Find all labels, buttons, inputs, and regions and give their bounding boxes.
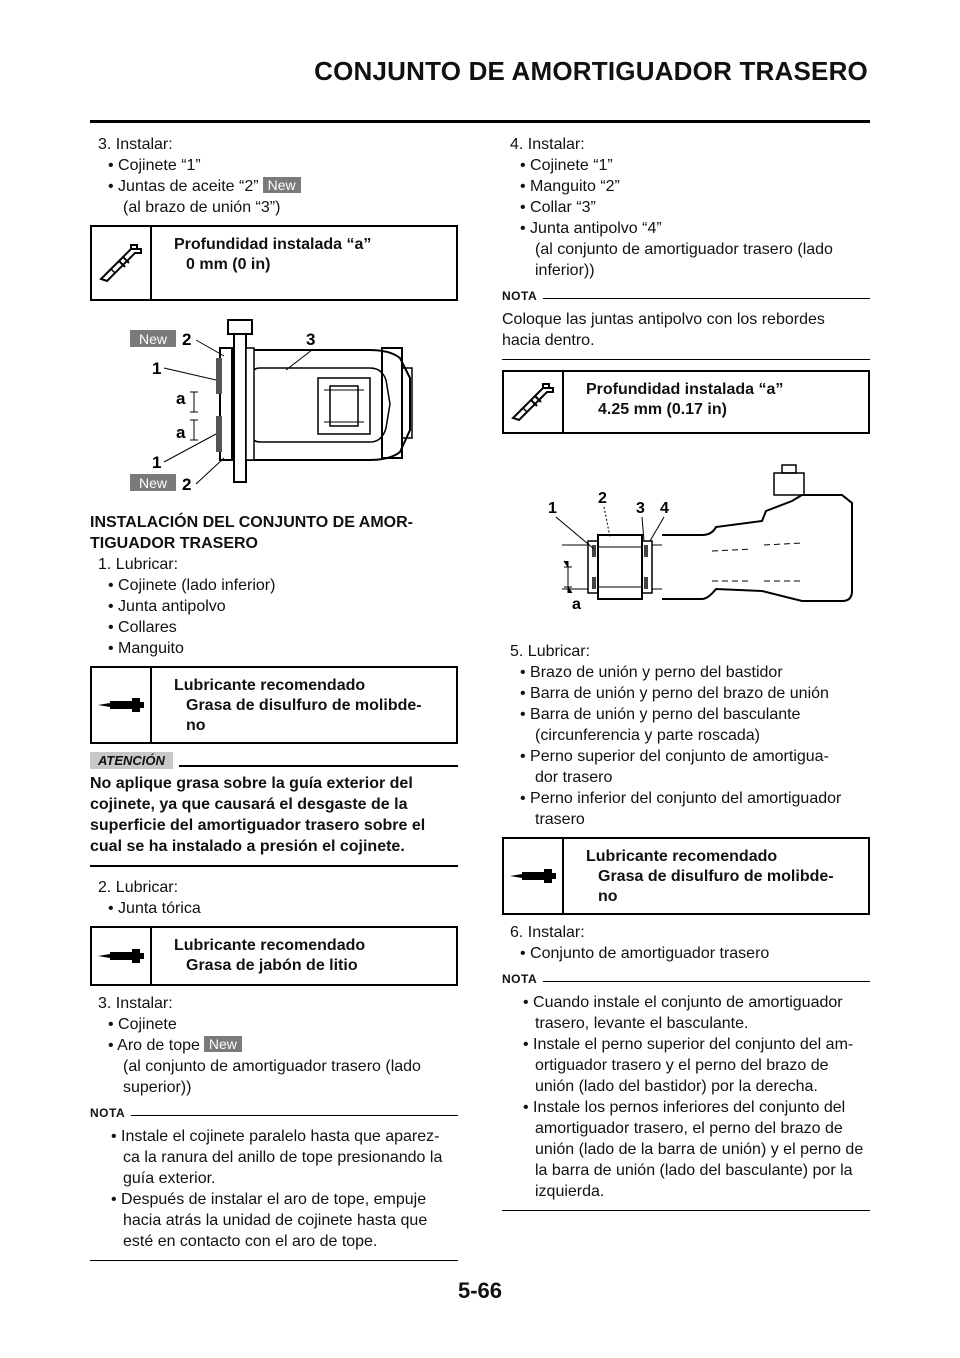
note-2-line-3: • Instale el perno superior del conjunto del am- <box>523 1036 854 1053</box>
note-line-5: hacia atrás la unidad de cojinete hasta que <box>123 1212 428 1229</box>
spec-box-1 <box>90 225 458 301</box>
note-header <box>502 289 870 303</box>
note-line-1: • Instale el cojinete paralelo hasta que aparez- <box>111 1128 440 1145</box>
note-label: NOTA <box>90 1106 126 1120</box>
note-1-line-1: Coloque las juntas antipolvo con los rebordes <box>502 311 825 328</box>
step-2-item-1: • Junta tórica <box>108 900 201 917</box>
attention-label: ATENCIÓN <box>90 752 173 769</box>
caliper-icon <box>504 372 564 432</box>
attention-line-1: No aplique grasa sobre la guía exterior del <box>90 775 413 792</box>
step-4-sub-l1: (al conjunto de amortiguador trasero (lado <box>535 241 833 258</box>
lube-3-label: Lubricante recomendado <box>586 848 778 865</box>
callout-1-top: 1 <box>152 359 162 378</box>
lube-1-value-l2: no <box>186 717 206 734</box>
note-label: NOTA <box>502 972 538 986</box>
lube-2-value: Grasa de jabón de litio <box>186 957 358 974</box>
callout-3: 3 <box>306 330 316 349</box>
note-1-line-2: hacia dentro. <box>502 332 595 349</box>
step-5-item-5-cont: trasero <box>535 811 585 828</box>
callout-a-top: a <box>176 389 186 408</box>
step-4-title: 4. Instalar: <box>510 136 585 153</box>
attention-header <box>90 752 458 769</box>
attention-line-2: cojinete, ya que causará el desgaste de la <box>90 796 408 813</box>
lube-box-2 <box>90 926 458 986</box>
note-2-line-8: unión (lado de la barra de unión) y el perno de <box>535 1141 864 1158</box>
note-line-4: • Después de instalar el aro de tope, empuje <box>111 1191 427 1208</box>
new-badge: New <box>263 177 301 193</box>
spec-2-value: 4.25 mm (0.17 in) <box>598 401 727 418</box>
step-3b-item-2: • Aro de tope New <box>90 1035 458 1056</box>
note-2-line-10: izquierda. <box>535 1183 605 1200</box>
grease-gun-icon <box>504 839 564 913</box>
step-3a-item-2: • Juntas de aceite “2” New <box>90 176 458 197</box>
step-6-item-1: • Conjunto de amortiguador trasero <box>520 945 770 962</box>
callout-1: 1 <box>548 500 557 517</box>
note-2-line-1: • Cuando instale el conjunto de amortiguador <box>523 994 843 1011</box>
lube-1-label: Lubricante recomendado <box>174 677 366 694</box>
step-4-item-3: • Collar “3” <box>520 199 596 216</box>
note-header <box>90 1106 458 1120</box>
lube-3-value-l1: Grasa de disulfuro de molibde- <box>598 868 834 885</box>
step-5-item-2: • Barra de unión y perno del brazo de unión <box>520 685 829 702</box>
note-1-end-rule <box>502 359 870 360</box>
lube-box-1 <box>90 666 458 744</box>
callout-1-bottom: 1 <box>152 453 162 472</box>
grease-gun-icon <box>92 928 152 984</box>
step-3b-title: 3. Instalar: <box>98 995 173 1012</box>
step-3b-item-1: • Cojinete <box>108 1016 177 1033</box>
step-4-sub-l2: inferior)) <box>535 262 595 279</box>
step-3b-sub-l1: (al conjunto de amortiguador trasero (lado <box>123 1058 421 1075</box>
attention-end-rule <box>90 865 458 867</box>
step-2-title: 2. Lubricar: <box>98 879 179 896</box>
callout-2: 2 <box>598 490 607 507</box>
note-line-6: esté en contacto con el aro de tope. <box>123 1233 378 1250</box>
step-3a-title: 3. Instalar: <box>98 136 173 153</box>
attention-line-4: cual se ha instalado a presión el cojinete. <box>90 838 405 855</box>
caliper-icon <box>92 227 152 299</box>
note-2-line-6: • Instale los pernos inferiores del conjunto del <box>523 1099 846 1116</box>
figure-shock-lower-bearing <box>502 441 870 641</box>
step-3a-sub: (al brazo de unión “3”) <box>123 199 281 216</box>
spec-1-value: 0 mm (0 in) <box>186 256 271 273</box>
step-4-item-4: • Junta antipolvo “4” <box>520 220 662 237</box>
step-4-item-2: • Manguito “2” <box>520 178 620 195</box>
step-5-item-3: • Barra de unión y perno del basculante <box>520 706 801 723</box>
new-badge: New <box>204 1036 242 1052</box>
spec-1-label: Profundidad instalada “a” <box>174 236 372 253</box>
step-1-item-2: • Junta antipolvo <box>108 598 226 615</box>
callout-3: 3 <box>636 500 645 517</box>
callout-a-bottom: a <box>176 423 186 442</box>
new-label-top: New <box>138 331 168 347</box>
step-5-item-1: • Brazo de unión y perno del bastidor <box>520 664 783 681</box>
note-label: NOTA <box>502 289 538 303</box>
step-5-title: 5. Lubricar: <box>510 643 591 660</box>
page-number: 5-66 <box>457 1278 503 1303</box>
note-end-rule <box>90 1260 458 1261</box>
callout-4: 4 <box>660 500 669 517</box>
step-1-title: 1. Lubricar: <box>98 556 179 573</box>
callout-2-top: 2 <box>182 330 192 349</box>
lube-3-value-l2: no <box>598 888 618 905</box>
spec-2-label: Profundidad instalada “a” <box>586 381 784 398</box>
title-rule <box>90 120 870 123</box>
right-column <box>502 134 870 1221</box>
step-6-title: 6. Instalar: <box>510 924 585 941</box>
note-2-line-5: unión (lado del bastidor) por la derecha. <box>535 1078 818 1095</box>
step-3a-item-1: • Cojinete “1” <box>108 157 201 174</box>
section-heading-l1: INSTALACIÓN DEL CONJUNTO DE AMOR- <box>90 514 413 531</box>
lube-1-value-l1: Grasa de disulfuro de molibde- <box>186 697 422 714</box>
note-line-2: ca la ranura del anillo de tope presionando la <box>123 1149 443 1166</box>
lube-box-3 <box>502 837 870 915</box>
grease-gun-icon <box>92 668 152 742</box>
note-2-line-7: amortiguador trasero, el perno del brazo de <box>535 1120 843 1137</box>
figure-bearing-oil-seals <box>90 308 458 508</box>
callout-2-bottom: 2 <box>182 475 192 494</box>
step-1-item-3: • Collares <box>108 619 177 636</box>
page-title: CONJUNTO DE AMORTIGUADOR TRASERO <box>314 56 868 86</box>
note-header <box>502 972 870 986</box>
note-2-line-2: trasero, levante el basculante. <box>535 1015 749 1032</box>
note-2-line-4: ortiguador trasero y el perno del brazo de <box>535 1057 829 1074</box>
spec-box-2 <box>502 370 870 434</box>
step-5-item-4: • Perno superior del conjunto de amortigua- <box>520 748 829 765</box>
callout-a: a <box>572 596 581 613</box>
step-1-item-4: • Manguito <box>108 640 184 657</box>
left-column <box>90 134 458 1271</box>
step-5-item-3-cont: (circunferencia y parte roscada) <box>535 727 760 744</box>
new-label-bottom: New <box>138 475 168 491</box>
note-line-3: guía exterior. <box>123 1170 216 1187</box>
lube-2-label: Lubricante recomendado <box>174 937 366 954</box>
note-2-end-rule <box>502 1210 870 1211</box>
step-5-item-5: • Perno inferior del conjunto del amortiguador <box>520 790 842 807</box>
step-5-item-4-cont: dor trasero <box>535 769 613 786</box>
section-heading-l2: TIGUADOR TRASERO <box>90 535 258 552</box>
attention-line-3: superficie del amortiguador trasero sobre el <box>90 817 426 834</box>
step-4-item-1: • Cojinete “1” <box>520 157 613 174</box>
step-3b-sub-l2: superior)) <box>123 1079 192 1096</box>
step-1-item-1: • Cojinete (lado inferior) <box>108 577 276 594</box>
note-2-line-9: la barra de unión (lado del basculante) por la <box>535 1162 853 1179</box>
